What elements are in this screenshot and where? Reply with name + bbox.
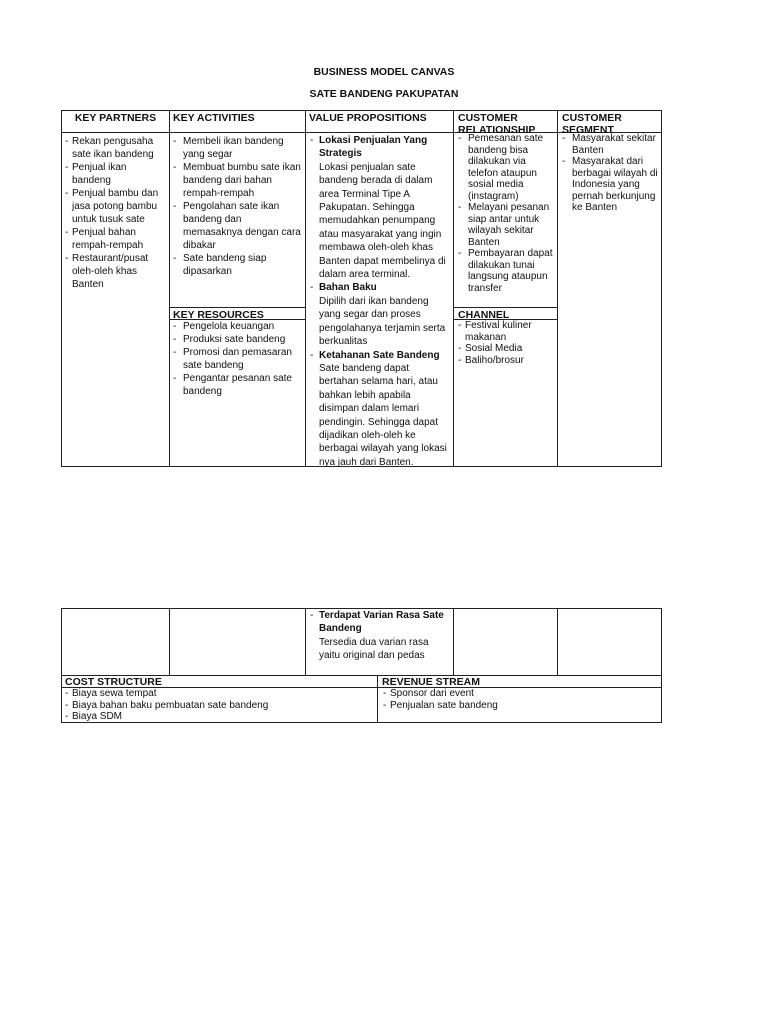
key-resources-header: KEY RESOURCES: [170, 308, 305, 320]
list-item: - Pembayaran dapat dilakukan tunai langsung ataupun transfer: [457, 248, 554, 294]
list-item: - Biaya bahan baku pembuatan sate bandeng: [64, 700, 374, 712]
list-item: - Melayani pesanan siap antar untuk wilayah sekitar Banten: [457, 202, 554, 248]
value-item-title: Ketahanan Sate Bandeng: [319, 349, 440, 361]
key-partners-cell: [61, 110, 170, 467]
key-partners-list: [62, 133, 169, 291]
revenue-stream-list: [378, 688, 661, 711]
list-item: - Baliho/brosur: [457, 355, 554, 367]
list-item: - Lokasi Penjualan Yang Strategis Lokasi penjualan sate bandeng berada di dalam area Terminal Tipe A Pakupatan. Sehingga memudahkan penumpang atau masyarakat yang ingin membawa oleh-oleh khas Banten dapat membelinya di dalam area terminal.: [308, 134, 449, 281]
value-item-desc: Lokasi penjualan sate bandeng berada di dalam area Terminal Tipe A Pakupatan. Sehingga memudahkan penumpang atau masyarakat yang ingin membawa oleh-oleh khas Banten dapat membelinya di dalam area terminal.: [319, 161, 446, 281]
customer-relationship-cell: [453, 110, 558, 308]
continued-row-partners: [61, 608, 170, 676]
value-item-desc: Tersedia dua varian rasa yaitu original dan pedas: [319, 636, 429, 662]
list-item: - Biaya sewa tempat: [64, 688, 374, 700]
value-item-title: Bahan Baku: [319, 282, 377, 294]
value-item-title: Terdapat Varian Rasa Sate Bandeng: [319, 610, 444, 635]
list-item: - Rekan pengusaha sate ikan bandeng: [64, 135, 167, 161]
value-propositions-cell: [305, 110, 454, 467]
value-propositions-body: [306, 133, 453, 469]
channel-cell: [453, 307, 558, 467]
value-item-desc: Sate bandeng dapat bertahan selama hari, atau bahkan lebih apabila disimpan dalam lemari pendingin. Sehingga dapat dijadikan oleh-oleh ke berbagai wilayah yang lokasi nya jauh dari Banten.: [319, 362, 447, 468]
list-item: - Pemesanan sate bandeng bisa dilakukan via telefon ataupun sosial media (instagram): [457, 133, 554, 202]
list-item: - Biaya SDM: [64, 711, 374, 723]
channel-header: CHANNEL: [454, 308, 557, 320]
list-item: - Restaurant/pusat oleh-oleh khas Banten: [64, 252, 167, 291]
value-item-desc: Dipilih dari ikan bandeng yang segar dan proses pengolahanya terjamin serta berkualitas: [319, 295, 446, 348]
list-item: - Bahan Baku Dipilih dari ikan bandeng yang segar dan proses pengolahanya terjamin serta berkualitas: [308, 281, 449, 348]
list-item: - Festival kuliner makanan: [457, 320, 554, 343]
list-item: - Pengelola keuangan: [172, 320, 302, 333]
list-item: - Penjual bambu dan jasa potong bambu untuk tusuk sate: [64, 187, 167, 226]
list-item: - Pengolahan sate ikan bandeng dan memasaknya dengan cara dibakar: [172, 200, 302, 252]
customer-segment-list: [558, 133, 661, 214]
cost-structure-header: COST STRUCTURE: [62, 676, 377, 688]
document-subtitle: SATE BANDENG PAKUPATAN: [309, 88, 459, 100]
key-activities-list: [170, 133, 305, 278]
list-item: - Membeli ikan bandeng yang segar: [172, 135, 302, 161]
key-activities-header: KEY ACTIVITIES: [170, 111, 305, 133]
list-item: - Promosi dan pemasaran sate bandeng: [172, 346, 302, 372]
key-activities-cell: [169, 110, 306, 308]
list-item: - Penjual bahan rempah-rempah: [64, 226, 167, 252]
list-item: - Penjualan sate bandeng: [382, 700, 658, 712]
list-item: - Pengantar pesanan sate bandeng: [172, 372, 302, 398]
document-title: BUSINESS MODEL CANVAS: [313, 66, 455, 78]
revenue-stream-cell: [377, 675, 662, 723]
cost-structure-cell: [61, 675, 378, 723]
customer-segment-cell: [557, 110, 662, 467]
list-item: - Membuat bumbu sate ikan bandeng dari bahan rempah-rempah: [172, 161, 302, 200]
list-item: - Sosial Media: [457, 343, 554, 355]
key-resources-list: [170, 320, 305, 398]
revenue-stream-header: REVENUE STREAM: [378, 676, 661, 688]
continued-row-value: [305, 608, 454, 676]
list-item: - Masyarakat dari berbagai wilayah di Indonesia yang pernah berkunjung ke Banten: [561, 156, 658, 214]
list-item: - Sponsor dari event: [382, 688, 658, 700]
list-item: - Masyarakat sekitar Banten: [561, 133, 658, 156]
continued-row-activities: [169, 608, 306, 676]
list-item: - Penjual ikan bandeng: [64, 161, 167, 187]
customer-relationship-header: CUSTOMER RELATIONSHIP: [454, 111, 557, 133]
key-partners-header: KEY PARTNERS: [62, 111, 169, 133]
value-item-title: Lokasi Penjualan Yang Strategis: [319, 135, 428, 160]
list-item: - Ketahanan Sate Bandeng Sate bandeng dapat bertahan selama hari, atau bahkan lebih apabila disimpan dalam lemari pendingin. Sehingga dapat dijadikan oleh-oleh ke berbagai wilayah yang lokasi nya jauh dari Banten.: [308, 349, 449, 470]
customer-segment-header: CUSTOMER SEGMENT: [558, 111, 661, 133]
continued-row-segment: [557, 608, 662, 676]
list-item: - Terdapat Varian Rasa Sate Bandeng Tersedia dua varian rasa yaitu original dan pedas: [308, 609, 449, 663]
continued-row-relationship: [453, 608, 558, 676]
key-resources-cell: [169, 307, 306, 467]
value-propositions-header: VALUE PROPOSITIONS: [306, 111, 453, 133]
channel-list: [454, 320, 557, 366]
customer-relationship-list: [454, 133, 557, 294]
list-item: - Sate bandeng siap dipasarkan: [172, 252, 302, 278]
list-item: - Produksi sate bandeng: [172, 333, 302, 346]
cost-structure-list: [62, 688, 377, 723]
